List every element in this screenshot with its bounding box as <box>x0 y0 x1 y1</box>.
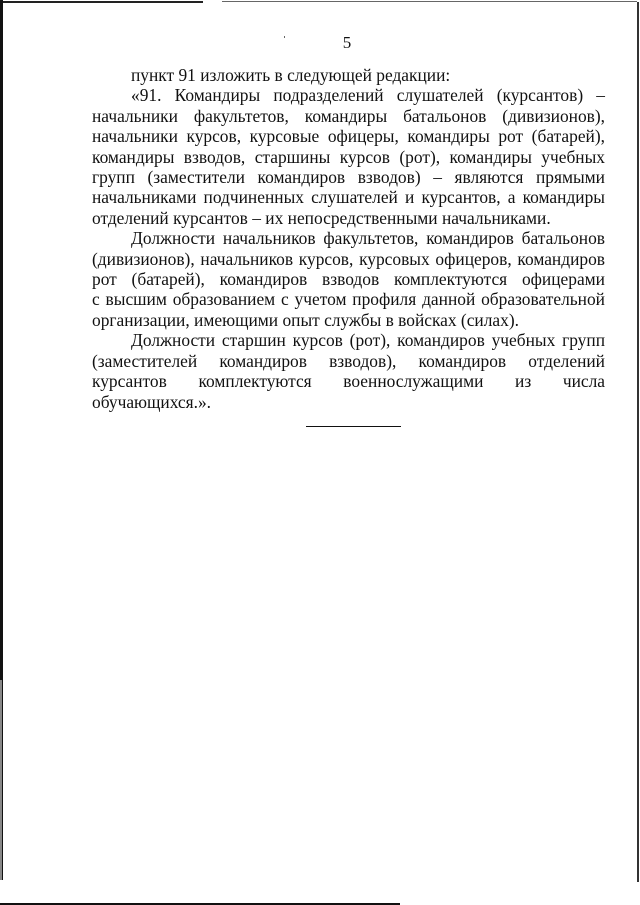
text-line: пункт 91 изложить в следующей редакции: <box>131 65 451 85</box>
text-line: начальники факультетов, командиры батальонов (дивизионов), <box>92 105 605 126</box>
text-line: курсантов комплектуются военнослужащими из числа <box>92 371 605 392</box>
text-line: (дивизионов), начальников курсов, курсовых офицеров, командиров <box>92 248 605 269</box>
text-line: отделений курсантов – их непосредственными начальниками. <box>92 207 551 228</box>
text-line: Должности начальников факультетов, командиров батальонов <box>131 228 605 249</box>
paragraph-91 <box>92 85 605 228</box>
text-line: организации, имеющими опыт службы в войсках (силах). <box>92 309 519 330</box>
paragraph-officer-positions <box>92 228 605 330</box>
text-line: обучающихся.». <box>92 391 212 412</box>
text-line: «91. Командиры подразделений слушателей (курсантов) – <box>131 85 605 106</box>
text-line: (заместителей командиров взводов), командиров отделений <box>92 350 605 371</box>
text-line: рот (батарей), командиров взводов комплектуются офицерами <box>92 269 605 290</box>
scan-border-right <box>637 2 639 882</box>
scan-border-top-right <box>222 1 637 2</box>
paragraph-intro <box>92 65 605 85</box>
scan-border-left-lower <box>0 680 2 880</box>
scan-border-top <box>3 1 203 3</box>
page-number: 5 <box>342 33 352 52</box>
text-line: групп (заместители командиров взводов) – являются прямыми <box>92 167 605 188</box>
text-line: начальники курсов, курсовые офицеры, командиры рот (батарей), <box>92 126 605 147</box>
text-line: Должности старшин курсов (рот), командиров учебных групп <box>131 330 605 351</box>
text-line: с высшим образованием с учетом профиля данной образовательной <box>92 289 605 310</box>
document-body <box>92 65 605 412</box>
text-line: начальниками подчиненных слушателей и курсантов, а командиры <box>92 187 605 208</box>
end-separator-line <box>306 426 401 427</box>
text-line: командиры взводов, старшины курсов (рот), командиры учебных <box>92 146 605 167</box>
paragraph-sergeant-positions <box>92 330 605 412</box>
